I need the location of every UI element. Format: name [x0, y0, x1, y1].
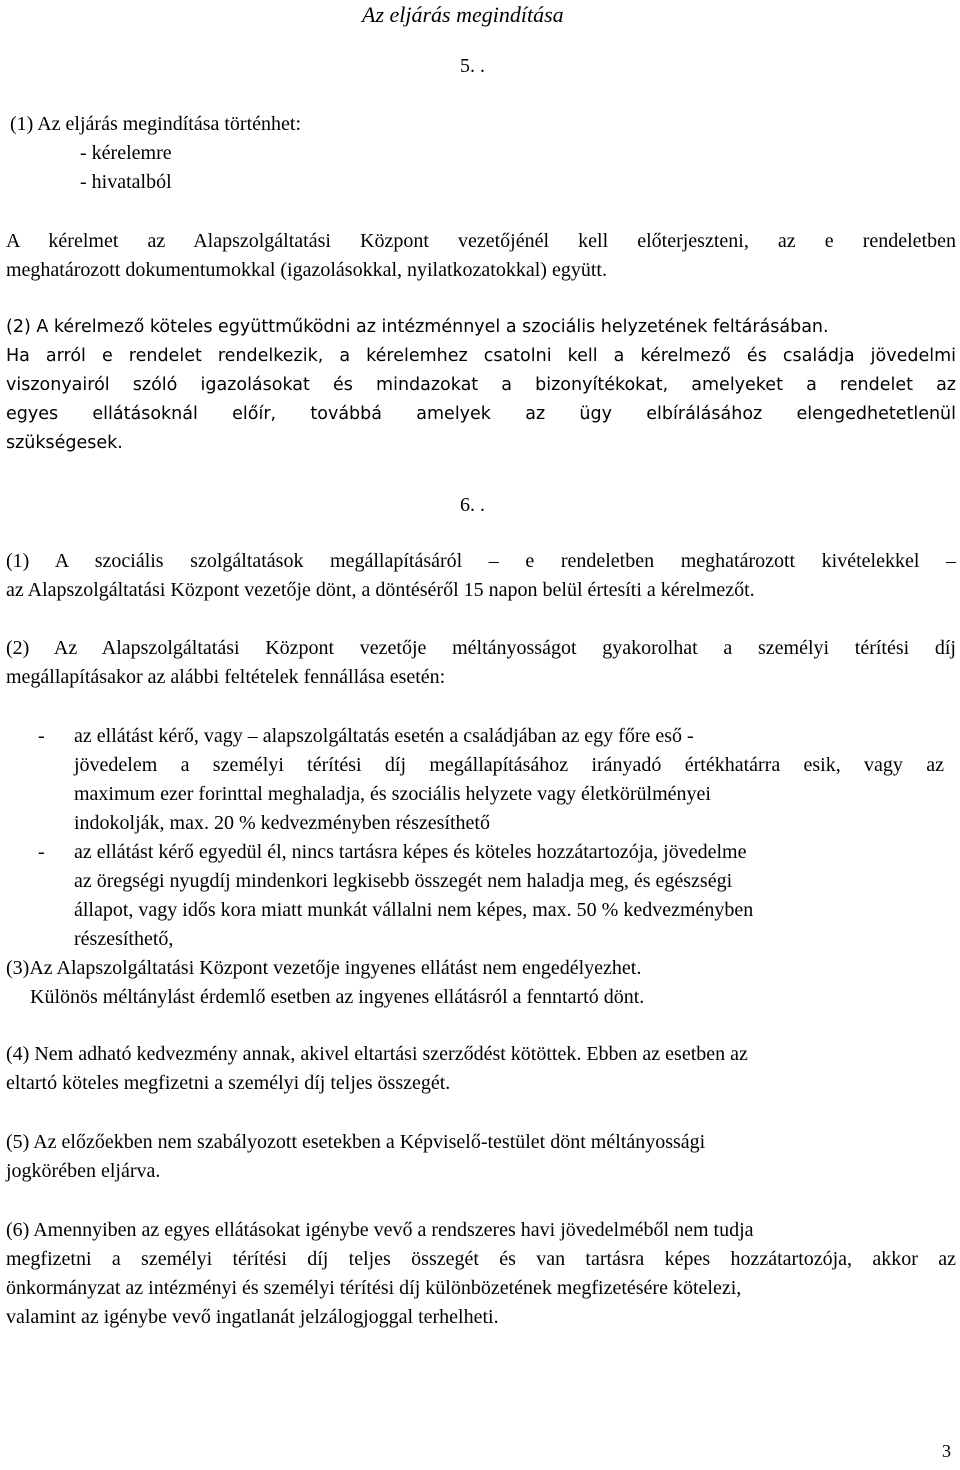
paragraph-line: önkormányzat az intézményi és személyi térítési díj különbözetének megfizetésére kötelezi,: [6, 1277, 742, 1299]
list-item: - kérelemre: [80, 142, 172, 164]
bullet-line: állapot, vagy idős kora miatt munkát vállalni nem képes, max. 50 % kedvezményben: [74, 899, 754, 921]
paragraph-line: jogkörében eljárva.: [6, 1160, 161, 1182]
paragraph-line: (2) Az Alapszolgáltatási Központ vezetője méltányosságot gyakorolhat a személyi térítési díj: [6, 637, 956, 659]
paragraph-line: (4) Nem adható kedvezmény annak, akivel eltartási szerződést kötöttek. Ebben az esetben az: [6, 1043, 748, 1065]
paragraph-line: viszonyairól szóló igazolásokat és mindazokat a bizonyítékokat, amelyeket a rendelet az: [6, 375, 956, 395]
paragraph-line: az Alapszolgáltatási Központ vezetője dönt, a döntéséről 15 napon belül értesíti a kérelmezőt.: [6, 579, 755, 601]
bullet-line: az ellátást kérő egyedül él, nincs tartásra képes és köteles hozzátartozója, jövedelme: [74, 841, 747, 863]
bullet-dash: -: [38, 841, 45, 863]
bullet-line: részesíthető,: [74, 928, 174, 950]
paragraph-line: (3)Az Alapszolgáltatási Központ vezetője ingyenes ellátást nem engedélyezhet.: [6, 957, 642, 979]
section-5-number: 5. .: [460, 55, 485, 77]
paragraph-line: eltartó köteles megfizetni a személyi díj teljes összegét.: [6, 1072, 451, 1094]
page-number: 3: [942, 1441, 951, 1461]
bullet-line: maximum ezer forinttal meghaladja, és szociális helyzete vagy életkörülményei: [74, 783, 711, 805]
bullet-line: az ellátást kérő, vagy – alapszolgáltatás esetén a családjában az egy főre eső -: [74, 725, 694, 747]
paragraph-line: (2) A kérelmező köteles együttműködni az intézménnyel a szociális helyzetének feltárásában.: [6, 317, 829, 337]
list-item: - hivatalból: [80, 171, 172, 193]
page-title: Az eljárás megindítása: [362, 2, 564, 27]
paragraph-line: (5) Az előzőekben nem szabályozott esetekben a Képviselő-testület dönt méltányossági: [6, 1131, 706, 1153]
section-5-p1-intro: (1) Az eljárás megindítása történhet:: [10, 113, 302, 135]
paragraph-line: Ha arról e rendelet rendelkezik, a kérelemhez csatolni kell a kérelmező és családja jövedelmi: [6, 346, 956, 366]
bullet-line: indokolják, max. 20 % kedvezményben részesíthető: [74, 812, 490, 834]
paragraph-line: Különös méltánylást érdemlő esetben az ingyenes ellátásról a fenntartó dönt.: [30, 986, 645, 1008]
paragraph-line: A kérelmet az Alapszolgáltatási Központ vezetőjénél kell előterjeszteni, az e rendeletben: [6, 230, 956, 252]
paragraph-line: (6) Amennyiben az egyes ellátásokat igénybe vevő a rendszeres havi jövedelméből nem tudja: [6, 1219, 754, 1241]
paragraph-line: (1) A szociális szolgáltatások megállapításáról – e rendeletben meghatározott kivételekkel –: [6, 550, 956, 572]
paragraph-line: valamint az igénybe vevő ingatlanát jelzálogjoggal terhelheti.: [6, 1306, 499, 1328]
paragraph-line: megállapításakor az alábbi feltételek fennállása esetén:: [6, 666, 446, 688]
paragraph-line: megfizetni a személyi térítési díj teljes összegét és van tartásra képes hozzátartozója, akkor az: [6, 1248, 956, 1270]
bullet-dash: -: [38, 725, 45, 747]
bullet-line: jövedelem a személyi térítési díj megállapításához irányadó értékhatárra esik, vagy az: [74, 754, 944, 776]
section-6-number: 6. .: [460, 494, 485, 516]
paragraph-line: meghatározott dokumentumokkal (igazolásokkal, nyilatkozatokkal) együtt.: [6, 259, 607, 281]
bullet-line: az öregségi nyugdíj mindenkori legkisebb összegét nem haladja meg, és egészségi: [74, 870, 733, 892]
paragraph-line: szükségesek.: [6, 433, 123, 453]
paragraph-line: egyes ellátásoknál előír, továbbá amelyek az ügy elbírálásához elengedhetetlenül: [6, 404, 956, 424]
